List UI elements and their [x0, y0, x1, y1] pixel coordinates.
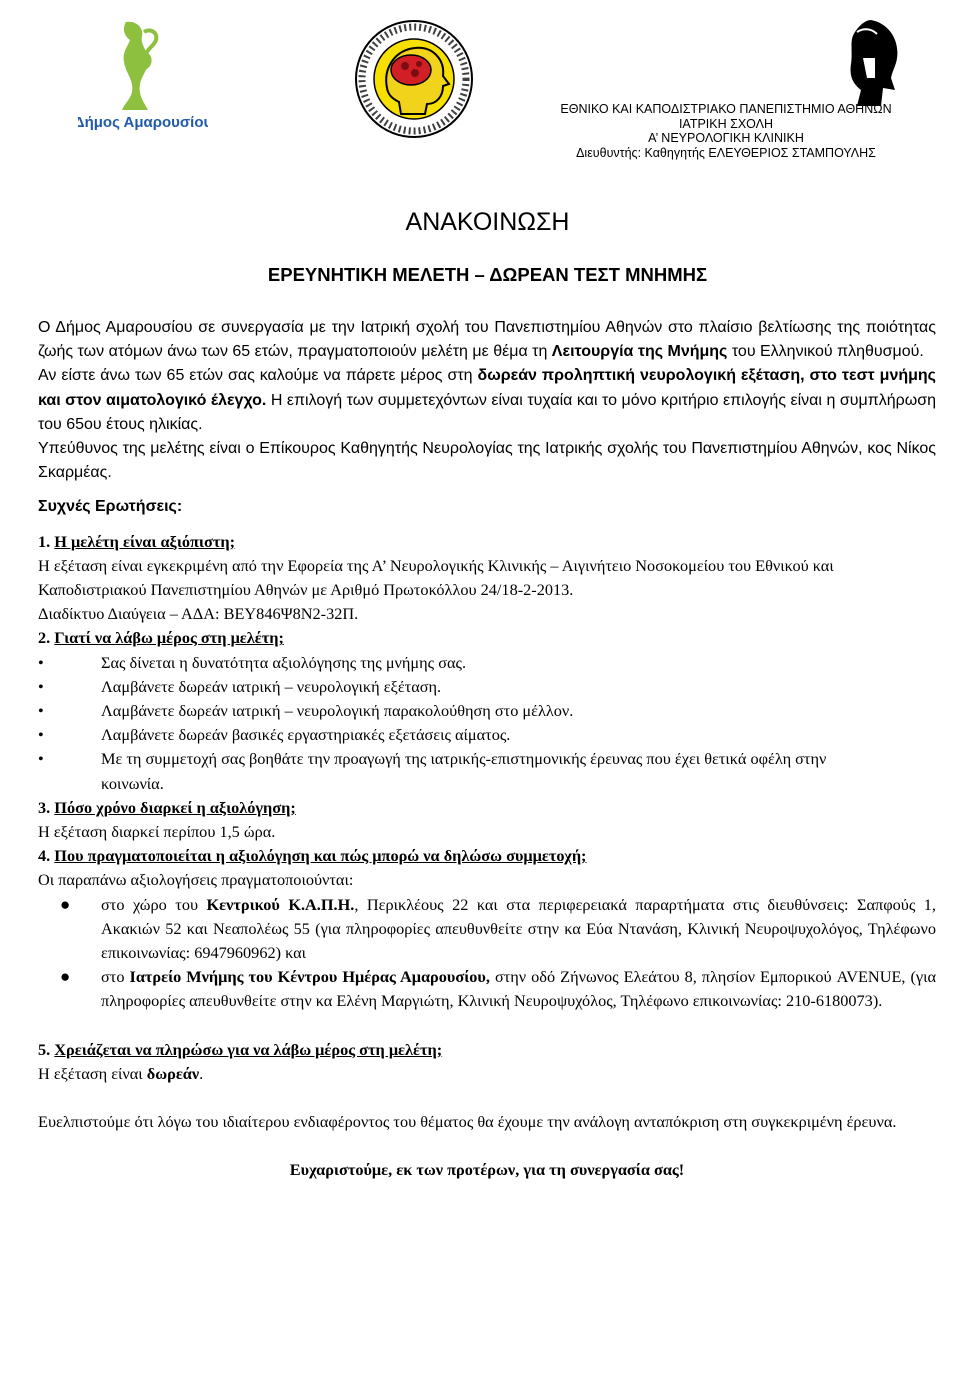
list-item-text: Με τη συμμετοχή σας βοηθάτε την προαγωγή της ιατρικής-επιστημονικής έρευνας που έχει θετικά οφέλη στην κοινωνία. [101, 749, 827, 793]
list-item [38, 747, 936, 795]
location-2-text: στο [101, 967, 130, 987]
intro-p2-text-end: Η επιλογή των συμμετεχόντων είναι τυχαία και το μόνο κριτήριο επιλογής είναι η συμπλήρωση του 65ου έτους ηλικίας. [38, 391, 937, 433]
location-1-text-end: , Περικλέους 22 και στα περιφερειακά παραρτήματα στις διευθύνσεις: Σαπφούς 1, Ακακιών 52 και Νεαπολέως 55 (για πληροφορίες απευθυνθείτε στην κα Εύα Ντανάση, Κλινική Νευροψυχολόγος, Τηλέφωνο επικοινωνίας: 6947960962) και [101, 894, 936, 963]
location-2-bold: Ιατρείο Μνήμης του Κέντρου Ημέρας Αμαρουσίου, [129, 967, 490, 987]
list-item [38, 723, 936, 747]
intro-paragraph-3: Υπεύθυνος της μελέτης είναι ο Επίκουρος Καθηγητής Νευρολογίας της Ιατρικής σχολής του Πανεπιστημίου Αθηνών, κος Νίκος Σκαρμέας. [38, 440, 936, 482]
location-item-kapi [38, 893, 936, 966]
list-item [38, 651, 936, 675]
announcement-body [38, 316, 936, 1183]
association-seal-logo [353, 18, 475, 140]
faq-q2-heading [38, 626, 936, 650]
faq-q5-answer-end: . [199, 1063, 204, 1083]
faq-q2-number: 2. [38, 628, 51, 648]
bullet-icon: • [38, 676, 44, 696]
intro-p1-text: Ο Δήμος Αμαρουσίου σε συνεργασία με την Ιατρική σχολή του Πανεπιστημίου Αθηνών στο πλαίσιο βελτίωσης της ποιότητας ζωής των ατόμων άνω των 65 ετών, πραγματοποιούν μελέτη με θέμα τη [38, 319, 936, 361]
location-1-bold: Κεντρικού Κ.Α.Π.Η. [206, 894, 355, 914]
faq-q5-answer-text: Η εξέταση είναι [38, 1063, 147, 1083]
closing-paragraph: Ευελπιστούμε ότι λόγω του ιδιαίτερου ενδιαφέροντος του θέματος θα έχουμε την ανάλογη ανταπόκριση στη συγκεκριμένη έρευνα. [38, 1112, 897, 1132]
intro-p1-text-end: του Ελληνικού πληθυσμού. [727, 343, 924, 361]
faq-q5-heading [38, 1038, 936, 1062]
faq-q3-heading [38, 796, 936, 820]
list-item-text: Λαμβάνετε δωρεάν βασικές εργαστηριακές εξετάσεις αίματος. [101, 725, 511, 745]
faq-q1-answer-2: Διαδίκτυο Διαύγεια – ΑΔΑ: ΒΕΥ846Ψ8Ν2-32Π. [38, 604, 359, 624]
location-2-text-end: στην οδό Ζήνωνος Ελεάτου 8, πλησίον Εμπορικού AVENUE, (για πληροφορίες απευθυνθείτε στην κα Ελένη Μαργιώτη, Κλινική Νευροψυχόλος, Τηλέφωνο επικοινωνίας: 210-6180073). [101, 967, 937, 1011]
header-line-school: ΙΑΤΡΙΚΗ ΣΧΟΛΗ [678, 116, 774, 131]
faq-q3-question: Πόσο χρόνο διαρκεί η αξιολόγηση; [54, 797, 296, 817]
bullet-icon: • [38, 701, 44, 721]
list-item [38, 675, 936, 699]
header-line-director: Διευθυντής: Καθηγητής ΕΛΕΥΘΕΡΙΟΣ ΣΤΑΜΠΟΥΛΗΣ [576, 145, 876, 160]
list-item-text: Λαμβάνετε δωρεάν ιατρική – νευρολογική εξέταση. [101, 676, 442, 696]
faq-q4-question: Που πραγματοποιείται η αξιολόγηση και πώς μπορώ να δηλώσω συμμετοχή; [54, 846, 587, 866]
list-item-text: Λαμβάνετε δωρεάν ιατρική – νευρολογική παρακολούθηση στο μέλλον. [101, 701, 574, 721]
faq-q1-question: Η μελέτη είναι αξιόπιστη; [54, 531, 236, 551]
faq-q5-answer [38, 1062, 936, 1086]
faq-heading: Συχνές Ερωτήσεις: [38, 498, 183, 516]
intro-p1-bold: Λειτουργία της Μνήμης [551, 343, 728, 361]
bullet-icon: ● [60, 894, 71, 914]
faq-q1-answer: Η εξέταση είναι εγκεκριμένη από την Εφορεία της Α’ Νευρολογικής Κλινικής – Αιγινήτειο Νοσοκομείου του Εθνικού και Καποδιστριακού Πανεπιστημίου Αθηνών με Αριθμό Πρωτοκόλλου 24/18-2-2013. [38, 555, 834, 600]
faq-q1-number: 1. [38, 531, 51, 551]
header-line-clinic: Α’ ΝΕΥΡΟΛΟΓΙΚΗ ΚΛΙΝΙΚΗ [648, 131, 804, 146]
header-line-university: ΕΘΝΙΚΟ ΚΑΙ ΚΑΠΟΔΙΣΤΡΙΑΚΟ ΠΑΝΕΠΙΣΤΗΜΙΟ ΑΘΗΝΩΝ [560, 102, 892, 116]
announcement-subtitle: ΕΡΕΥΝΗΤΙΚΗ ΜΕΛΕΤΗ – ΔΩΡΕΑΝ ΤΕΣΤ ΜΝΗΜΗΣ [267, 264, 708, 285]
faq-q2-question: Γιατί να λάβω μέρος στη μελέτη; [54, 628, 284, 648]
bullet-icon: • [38, 749, 44, 769]
faq-q5-answer-bold: δωρεάν [146, 1063, 200, 1083]
bullet-icon: • [38, 652, 44, 672]
location-1-text: στο χώρο του [101, 894, 207, 914]
svg-text:Δήμος Αμαρουσίου: Δήμος Αμαρουσίου [78, 114, 208, 130]
intro-p2-text: Αν είστε άνω των 65 ετών σας καλούμε να πάρετε μέρος στη [38, 367, 478, 385]
faq-q4-heading [38, 844, 936, 868]
intro-paragraph-2 [38, 364, 936, 437]
faq-q3-answer: Η εξέταση διαρκεί περίπου 1,5 ώρα. [38, 822, 276, 842]
list-item-text: Σας δίνεται η δυνατότητα αξιολόγησης της μνήμης σας. [101, 652, 467, 672]
bullet-icon: • [38, 725, 44, 745]
faq-q1-heading [38, 530, 936, 554]
faq-q4-intro: Οι παραπάνω αξιολογήσεις πραγματοποιούνται: [38, 870, 354, 890]
faq-q5-question: Χρειάζεται να πληρώσω για να λάβω μέρος στη μελέτη; [54, 1039, 443, 1059]
intro-paragraph-1 [38, 316, 936, 364]
faq-q5-number: 5. [38, 1039, 51, 1059]
intro-p2-bold: δωρεάν προληπτική νευρολογική εξέταση, στο τεστ μνήμης και στον αιματολογικό έλεγχο. [38, 367, 936, 409]
list-item [38, 699, 936, 723]
location-item-memory-clinic [38, 965, 936, 1013]
faq-q3-number: 3. [38, 797, 51, 817]
university-athens-helmet-logo [843, 18, 903, 110]
faq-q4-number: 4. [38, 846, 51, 866]
dimos-amarousiou-logo [78, 18, 208, 130]
bullet-icon: ● [60, 967, 71, 987]
thanks-line: Ευχαριστούμε, εκ των προτέρων, για τη συνεργασία σας! [289, 1160, 685, 1180]
institution-header [520, 102, 932, 160]
announcement-title: ΑΝΑΚΟΙΝΩΣΗ [405, 208, 570, 236]
